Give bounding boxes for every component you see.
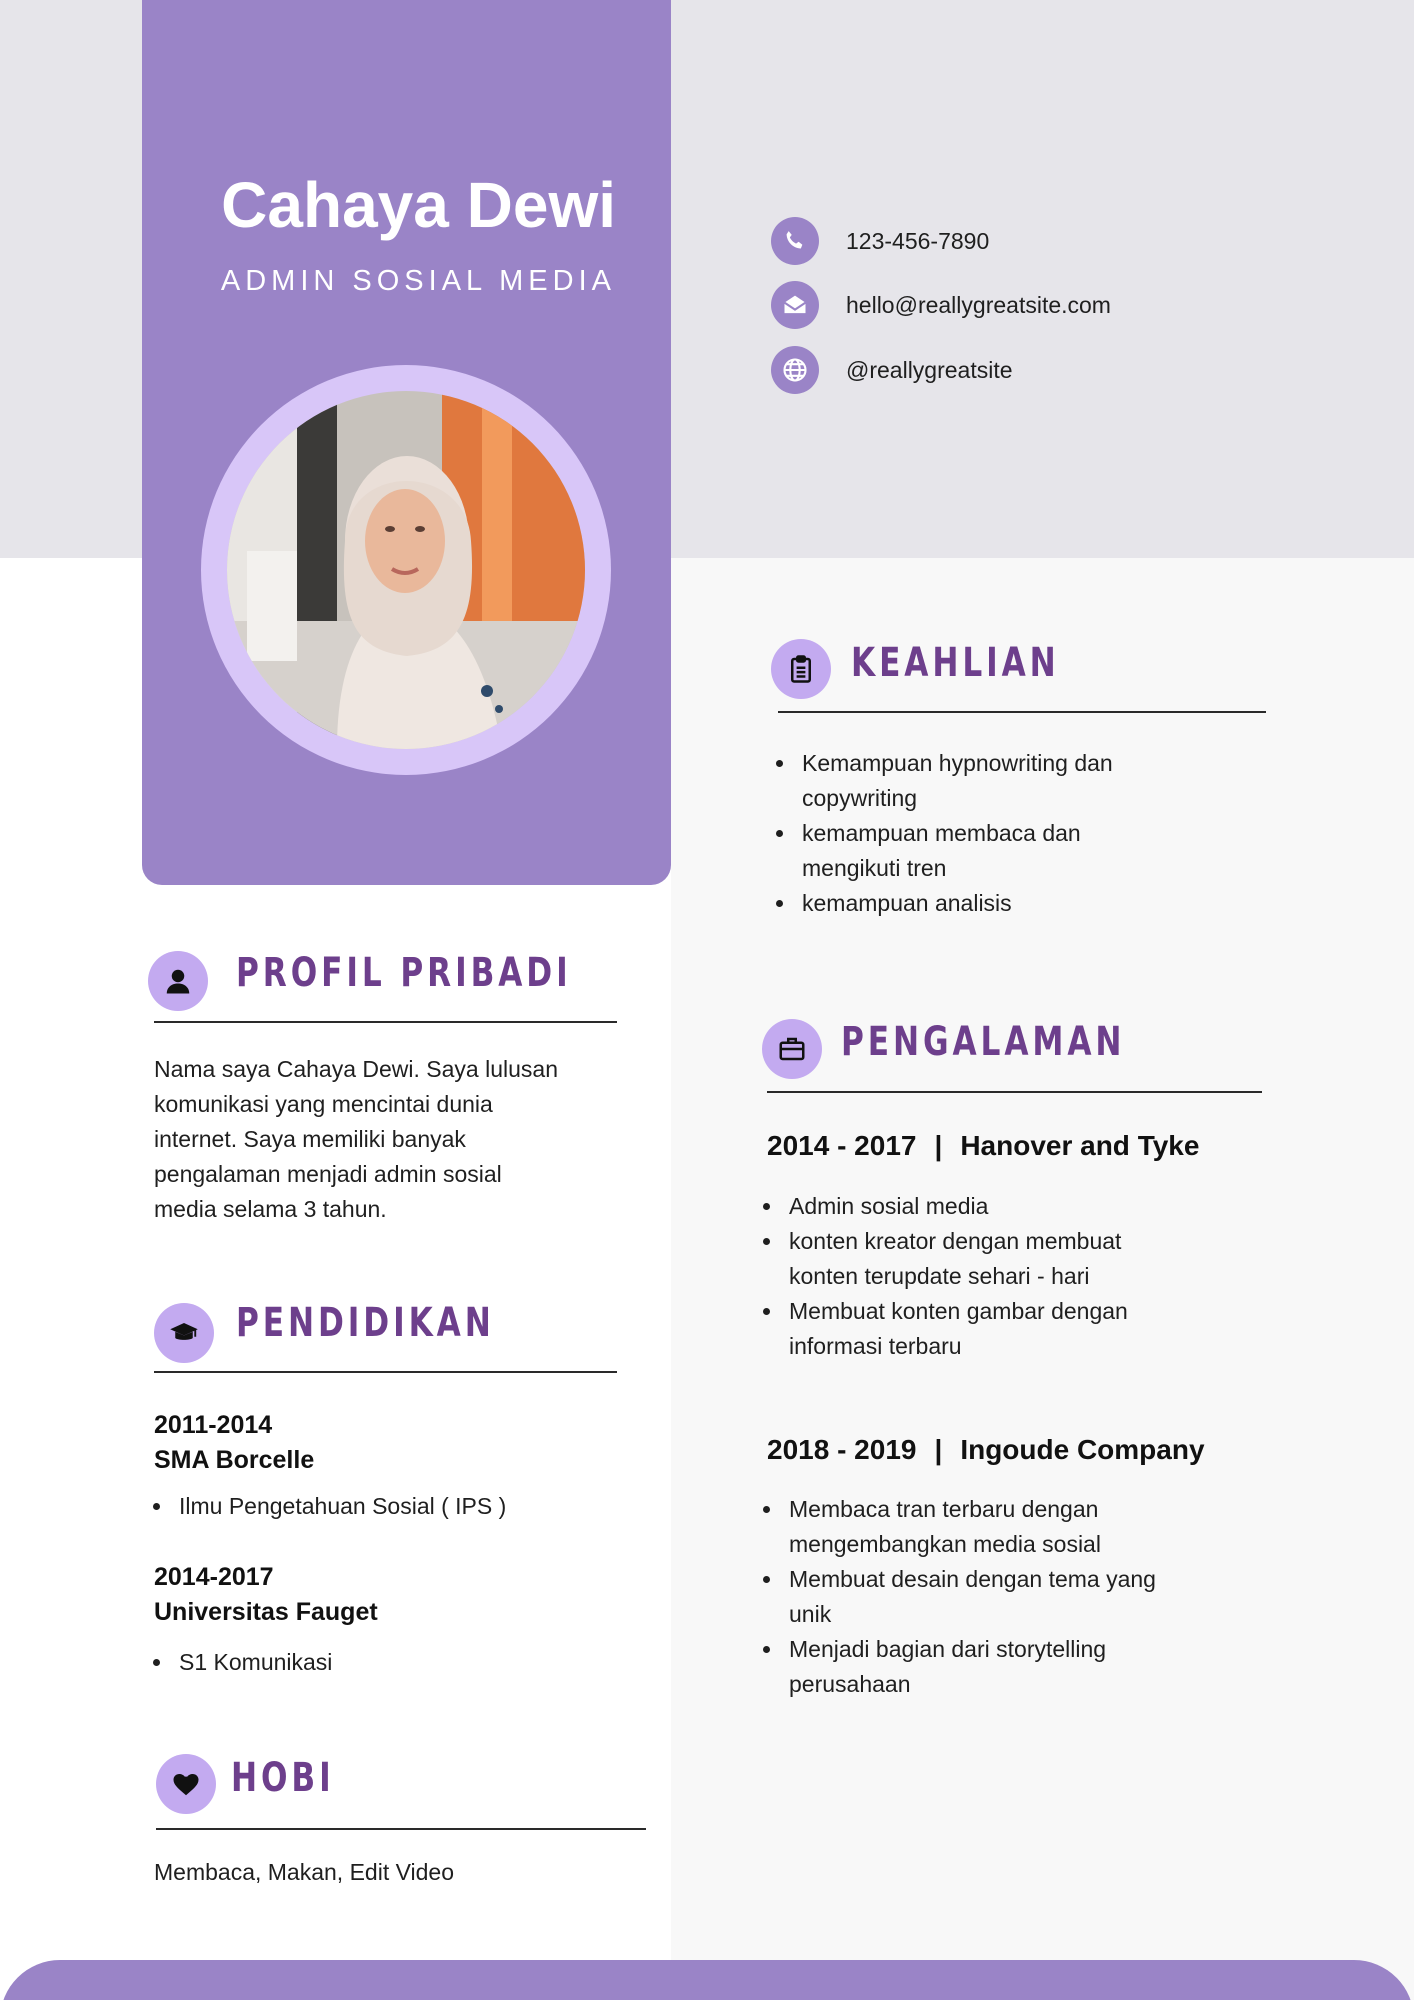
- profile-line: internet. Saya memiliki banyak: [154, 1126, 466, 1152]
- footer-bar: [0, 1960, 1414, 2000]
- job-years: 2014 - 2017: [767, 1130, 917, 1161]
- job-heading: [767, 1434, 1205, 1466]
- job-separator: |: [934, 1130, 943, 1161]
- phone-text[interactable]: 123-456-7890: [846, 227, 990, 254]
- clipboard-icon: [771, 639, 831, 699]
- job-years: 2018 - 2019: [767, 1434, 917, 1465]
- profile-line: media selama 3 tahun.: [154, 1196, 387, 1222]
- list-item: Admin sosial media: [761, 1189, 1281, 1224]
- profile-title: PROFIL PRIBADI: [236, 950, 572, 996]
- profile-photo: [227, 391, 585, 749]
- education-divider: [154, 1371, 617, 1373]
- education-title: PENDIDIKAN: [236, 1300, 495, 1346]
- job-duties-list: [761, 1492, 1281, 1702]
- skills-list: [774, 746, 1294, 921]
- job-duties-list: [761, 1189, 1281, 1364]
- hero-card: [142, 0, 671, 885]
- profile-divider: [154, 1021, 617, 1023]
- globe-icon: [771, 346, 819, 394]
- photo-ring: [201, 365, 611, 775]
- list-item: Membuat desain dengan tema yang unik: [761, 1562, 1281, 1632]
- education-years: 2014-2017: [154, 1563, 274, 1591]
- hobby-title: HOBI: [231, 1755, 335, 1801]
- job-company: Hanover and Tyke: [960, 1130, 1200, 1161]
- person-role: ADMIN SOSIAL MEDIA: [220, 265, 616, 297]
- list-item: konten kreator dengan membuat konten terupdate sehari - hari: [761, 1224, 1281, 1294]
- list-item: Menjadi bagian dari storytelling perusahaan: [761, 1632, 1281, 1702]
- job-separator: |: [934, 1434, 943, 1465]
- phone-icon: [771, 217, 819, 265]
- education-school: SMA Borcelle: [154, 1446, 315, 1474]
- list-item: Kemampuan hypnowriting dan copywriting: [774, 746, 1294, 816]
- education-school: Universitas Fauget: [154, 1598, 378, 1626]
- email-text[interactable]: hello@reallygreatsite.com: [846, 291, 1111, 318]
- hobby-text: Membaca, Makan, Edit Video: [154, 1859, 455, 1885]
- contact-web: [771, 346, 1013, 394]
- profile-text: [154, 1052, 634, 1227]
- hobby-divider: [156, 1828, 646, 1830]
- list-item: kemampuan membaca dan mengikuti tren: [774, 816, 1294, 886]
- briefcase-icon: [762, 1019, 822, 1079]
- experience-divider: [767, 1091, 1262, 1093]
- list-item: kemampuan analisis: [774, 886, 1294, 921]
- experience-title: PENGALAMAN: [841, 1019, 1126, 1065]
- profile-line: Nama saya Cahaya Dewi. Saya lulusan: [154, 1056, 558, 1082]
- contact-phone: [771, 217, 989, 265]
- person-name: Cahaya Dewi: [221, 169, 616, 241]
- education-detail-list: [151, 1489, 631, 1524]
- list-item: S1 Komunikasi: [151, 1645, 631, 1680]
- person-icon: [148, 951, 208, 1011]
- heart-icon: [156, 1754, 216, 1814]
- list-item: Membuat konten gambar dengan informasi terbaru: [761, 1294, 1281, 1364]
- education-detail-list: [151, 1645, 631, 1680]
- contact-email: [771, 281, 1111, 329]
- job-heading: [767, 1130, 1199, 1162]
- list-item: Ilmu Pengetahuan Sosial ( IPS ): [151, 1489, 631, 1524]
- skills-title: KEAHLIAN: [851, 640, 1060, 686]
- skills-divider: [778, 711, 1266, 713]
- profile-line: komunikasi yang mencintai dunia: [154, 1091, 493, 1117]
- envelope-icon: [771, 281, 819, 329]
- job-company: Ingoude Company: [960, 1434, 1205, 1465]
- profile-line: pengalaman menjadi admin sosial: [154, 1161, 502, 1187]
- graduation-cap-icon: [154, 1303, 214, 1363]
- education-years: 2011-2014: [154, 1411, 273, 1439]
- web-text[interactable]: @reallygreatsite: [846, 356, 1013, 383]
- list-item: Membaca tran terbaru dengan mengembangkan media sosial: [761, 1492, 1281, 1562]
